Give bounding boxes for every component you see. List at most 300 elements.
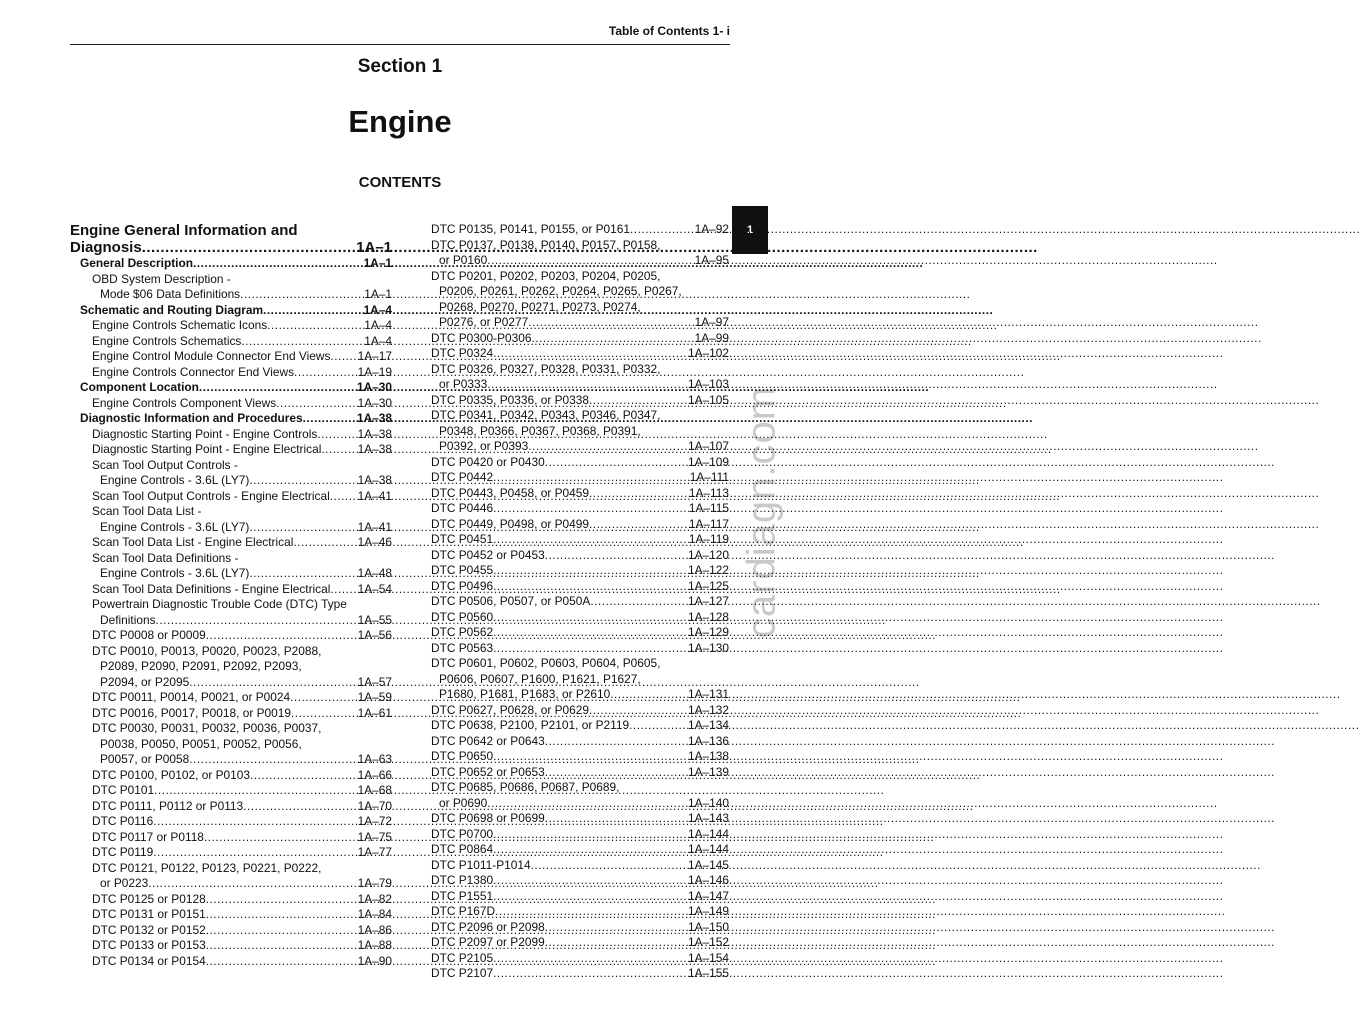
dot-leader	[267, 318, 360, 334]
toc-entry-title: Scan Tool Data Definitions -	[92, 550, 239, 565]
toc-entry[interactable]	[70, 396, 392, 412]
toc-entry-title: DTC P0650	[431, 749, 494, 763]
toc-entry-page: 1A–46	[357, 535, 392, 549]
dot-leader	[610, 687, 684, 703]
toc-entry[interactable]	[70, 520, 392, 536]
toc-entry[interactable]	[431, 315, 729, 331]
toc-entry[interactable]	[70, 597, 392, 613]
dot-leader	[589, 486, 685, 502]
toc-entry[interactable]	[431, 393, 729, 409]
toc-entry-title: DTC P0125 or P0128	[92, 891, 206, 906]
toc-left-column	[70, 222, 392, 969]
section-tab-number: 1	[746, 224, 754, 236]
toc-entry[interactable]	[70, 814, 392, 830]
toc-entry[interactable]	[70, 239, 392, 256]
dot-leader	[249, 473, 353, 489]
dot-leader	[330, 489, 354, 505]
toc-entry-page: 1A–129	[688, 625, 729, 639]
toc-entry-page: 1A–115	[688, 501, 729, 515]
dot-leader	[589, 393, 684, 409]
toc-entry-title: Diagnostic Starting Point - Engine Electrical	[92, 442, 322, 456]
dot-leader	[493, 625, 684, 641]
toc-entry-title: P0038, P0050, P0051, P0052, P0056,	[100, 736, 302, 751]
toc-entry-title: DTC P0455	[431, 563, 494, 577]
dot-leader	[493, 749, 684, 765]
toc-entry[interactable]	[70, 349, 392, 365]
toc-entry-title: DTC P0563	[431, 640, 494, 655]
dot-leader	[148, 876, 353, 892]
dot-leader	[545, 548, 684, 564]
toc-entry-title: DTC P0116	[92, 814, 154, 828]
toc-entry[interactable]	[70, 566, 392, 582]
dot-leader	[142, 239, 352, 256]
toc-entry-page: 1A–145	[688, 857, 729, 872]
toc-entry-page: 1A–130	[688, 640, 729, 655]
dot-leader	[243, 799, 353, 815]
toc-entry-title: Mode $06 Data Definitions	[100, 287, 241, 301]
dot-leader	[206, 923, 354, 939]
toc-entry[interactable]	[431, 765, 729, 781]
toc-entry[interactable]	[431, 718, 729, 734]
dot-leader	[629, 718, 684, 734]
toc-entry-page: 1A–61	[357, 705, 392, 720]
dot-leader	[493, 827, 684, 843]
toc-entry-page: 1A–19	[357, 364, 392, 379]
toc-entry-page: 1A–1	[356, 239, 392, 256]
toc-entry-page: 1A–30	[356, 380, 392, 394]
toc-entry-title: DTC P0300-P0306	[431, 330, 532, 345]
toc-entry-page: 1A–66	[357, 767, 392, 782]
dot-leader	[249, 566, 353, 582]
toc-entry[interactable]	[431, 672, 729, 688]
toc-right-column	[431, 222, 729, 982]
toc-entry-title: Powertrain Diagnostic Trouble Code (DTC) Type	[92, 597, 347, 611]
toc-entry[interactable]	[431, 703, 729, 719]
toc-entry-page: 1A–140	[688, 795, 729, 810]
dot-leader	[189, 675, 353, 691]
toc-entry-title: Engine Control Module Connector End Views	[92, 349, 331, 363]
toc-entry[interactable]	[70, 380, 392, 396]
toc-entry-title: DTC P0698 or P0699	[431, 811, 545, 825]
dot-leader	[493, 873, 684, 889]
toc-entry[interactable]	[70, 442, 392, 458]
dot-leader	[493, 966, 684, 982]
toc-entry-page: 1A–97	[694, 315, 729, 329]
toc-entry[interactable]	[431, 594, 729, 610]
toc-entry-page: 1A–41	[357, 488, 392, 503]
toc-entry-page: 1A–107	[688, 439, 729, 453]
toc-entry-title: DTC P0135, P0141, P0155, or P0161	[431, 222, 630, 236]
dot-leader	[545, 935, 684, 951]
toc-entry[interactable]	[70, 768, 392, 784]
toc-entry-title: Scan Tool Output Controls -	[92, 457, 238, 472]
dot-leader	[153, 814, 353, 830]
dot-leader	[153, 845, 353, 861]
toc-entry[interactable]	[431, 486, 729, 502]
toc-entry[interactable]	[70, 737, 392, 753]
toc-entry-title: Diagnosis	[70, 239, 142, 256]
toc-entry-title: DTC P0601, P0602, P0603, P0604, P0605,	[431, 656, 661, 670]
toc-entry-title: DTC P0132 or P0152	[92, 922, 206, 937]
toc-entry-page: 1A–79	[357, 876, 392, 890]
toc-entry-title: DTC P0011, P0014, P0021, or P0024	[92, 690, 291, 704]
toc-entry[interactable]	[70, 287, 392, 303]
toc-entry[interactable]	[431, 532, 729, 548]
dot-leader	[531, 331, 690, 347]
toc-entry-title: DTC P0443, P0458, or P0459	[431, 485, 589, 500]
toc-entry-title: DTC P0324	[431, 346, 494, 360]
toc-entry-title: DTC P0442	[431, 470, 494, 484]
toc-entry-title: DTC P0016, P0017, P0018, or P0019	[92, 705, 291, 720]
toc-entry-title: Scan Tool Data List - Engine Electrical	[92, 535, 294, 549]
toc-entry-page: 1A–152	[688, 935, 729, 949]
dot-leader	[189, 752, 353, 768]
toc-entry-page: 1A–57	[357, 674, 392, 689]
toc-entry[interactable]	[431, 470, 729, 486]
part-title: Engine	[348, 104, 452, 139]
toc-entry[interactable]	[431, 455, 729, 471]
toc-entry[interactable]	[431, 811, 729, 827]
toc-entry-title: or P0333	[439, 377, 488, 391]
dot-leader	[545, 811, 684, 827]
toc-entry[interactable]	[70, 222, 392, 239]
toc-entry-title: DTC P0326, P0327, P0328, P0331, P0332,	[431, 361, 661, 376]
toc-entry-title: Scan Tool Output Controls - Engine Electrical	[92, 488, 330, 503]
dot-leader	[493, 346, 684, 362]
toc-entry[interactable]	[70, 551, 392, 567]
toc-entry-page: 1A–63	[357, 752, 392, 766]
toc-entry[interactable]	[431, 889, 729, 905]
toc-entry[interactable]	[70, 458, 392, 474]
dot-leader	[545, 734, 684, 750]
toc-entry[interactable]	[70, 504, 392, 520]
toc-entry-title: DTC P2096 or P2098	[431, 919, 545, 934]
toc-entry-title: DTC P0008 or P0009	[92, 628, 206, 642]
toc-entry[interactable]	[70, 659, 392, 675]
toc-entry-page: 1A–139	[688, 764, 729, 779]
dot-leader	[240, 287, 360, 303]
toc-entry[interactable]	[431, 424, 729, 440]
toc-entry[interactable]	[431, 780, 729, 796]
toc-entry[interactable]	[431, 269, 729, 285]
toc-entry[interactable]	[431, 951, 729, 967]
toc-entry[interactable]	[431, 439, 729, 455]
toc-entry-title: DTC P0121, P0122, P0123, P0221, P0222,	[92, 860, 322, 875]
toc-entry-title: Engine Controls Schematics	[92, 333, 242, 348]
toc-entry-title: Engine Controls - 3.6L (LY7)	[100, 473, 250, 487]
toc-entry-page: 1A–41	[357, 519, 392, 534]
toc-entry-title: DTC P0119	[92, 845, 154, 859]
toc-entry-page: 1A–17	[357, 349, 392, 363]
dot-leader	[487, 796, 684, 812]
toc-entry[interactable]	[431, 687, 729, 703]
toc-entry-title: Engine Controls Component Views	[92, 395, 277, 410]
dot-leader	[493, 563, 684, 579]
dot-leader	[487, 253, 690, 269]
toc-entry-page: 1A–1	[363, 256, 392, 270]
dot-leader	[241, 334, 360, 350]
toc-entry-page: 1A–113	[688, 485, 729, 500]
toc-entry[interactable]	[70, 721, 392, 737]
toc-entry[interactable]	[70, 318, 392, 334]
toc-entry-page: 1A–117	[688, 516, 729, 531]
dot-leader	[276, 396, 353, 412]
dot-leader	[263, 303, 360, 319]
toc-entry[interactable]	[431, 253, 729, 269]
toc-entry-page: 1A–103	[688, 377, 729, 391]
dot-leader	[528, 439, 684, 455]
toc-entry[interactable]	[431, 858, 729, 874]
toc-entry[interactable]	[70, 427, 392, 443]
toc-entry-page: 1A–48	[357, 566, 392, 580]
toc-entry[interactable]	[70, 628, 392, 644]
toc-entry[interactable]	[431, 641, 729, 657]
toc-entry[interactable]	[70, 799, 392, 815]
toc-entry[interactable]	[431, 656, 729, 672]
toc-entry[interactable]	[70, 923, 392, 939]
dot-leader	[493, 579, 684, 595]
toc-entry-title: Engine Controls - 3.6L (LY7)	[100, 519, 250, 534]
toc-entry-title: P0057, or P0058	[100, 752, 190, 766]
toc-entry-page: 1A–143	[688, 811, 729, 825]
dot-leader	[294, 365, 354, 381]
toc-entry[interactable]	[431, 920, 729, 936]
dot-leader	[249, 520, 353, 536]
toc-entry[interactable]	[431, 610, 729, 626]
toc-entry-page: 1A–38	[356, 411, 392, 425]
toc-entry-title: DTC P0101	[92, 783, 155, 797]
dot-leader	[493, 889, 684, 905]
toc-entry-page: 1A–56	[357, 628, 392, 642]
toc-entry-title: DTC P0131 or P0151	[92, 907, 206, 921]
toc-entry[interactable]	[431, 796, 729, 812]
toc-entry[interactable]	[70, 473, 392, 489]
toc-entry[interactable]	[431, 966, 729, 982]
toc-entry-title: Engine Controls Connector End Views	[92, 364, 295, 379]
running-head: Table of Contents 1- i	[608, 24, 730, 38]
toc-entry[interactable]	[70, 706, 392, 722]
toc-entry-page: 1A–77	[357, 845, 392, 859]
toc-entry-page: 1A–127	[688, 594, 729, 608]
toc-entry-title: Engine Controls - 3.6L (LY7)	[100, 566, 250, 580]
toc-entry-title: DTC P0506, P0507, or P050A	[431, 594, 591, 608]
toc-entry-page: 1A–4	[364, 318, 392, 332]
toc-entry-page: 1A–131	[688, 687, 729, 701]
toc-entry[interactable]	[70, 845, 392, 861]
toc-entry-title: DTC P1551	[431, 888, 494, 903]
toc-entry-title: OBD System Description -	[92, 271, 231, 286]
toc-entry-title: Diagnostic Starting Point - Engine Controls	[92, 426, 318, 441]
toc-entry[interactable]	[70, 582, 392, 598]
dot-leader	[493, 641, 684, 657]
toc-entry-title: DTC P0627, P0628, or P0629	[431, 702, 589, 717]
toc-entry-title: DTC P0452 or P0453	[431, 547, 545, 562]
toc-entry-page: 1A–1	[364, 287, 392, 301]
toc-entry-title: P1680, P1681, P1683, or P2610	[439, 687, 611, 701]
toc-entry[interactable]	[431, 827, 729, 843]
dot-leader	[493, 470, 686, 486]
toc-entry-page: 1A–59	[357, 690, 392, 704]
toc-entry[interactable]	[431, 238, 729, 254]
toc-entry-title: P2094, or P2095	[100, 674, 190, 689]
toc-entry-page: 1A–70	[357, 798, 392, 813]
toc-entry-title: DTC P0117 or P0118	[92, 829, 204, 844]
toc-entry-title: DTC P0562	[431, 625, 494, 639]
toc-entry-page: 1A–109	[688, 454, 729, 469]
toc-entry[interactable]	[70, 892, 392, 908]
dot-leader	[206, 938, 354, 954]
toc-entry[interactable]	[70, 690, 392, 706]
toc-entry[interactable]	[70, 489, 392, 505]
toc-entry[interactable]	[70, 907, 392, 923]
toc-entry-page: 1A–144	[688, 826, 729, 841]
toc-entry-page: 1A–30	[357, 395, 392, 410]
dot-leader	[330, 582, 353, 598]
toc-entry[interactable]	[70, 675, 392, 691]
toc-entry[interactable]	[431, 346, 729, 362]
dot-leader	[545, 765, 684, 781]
dot-leader	[528, 315, 690, 331]
dot-leader	[493, 842, 684, 858]
toc-entry-title: DTC P0111, P0112 or P0113	[92, 798, 244, 813]
toc-entry[interactable]	[431, 548, 729, 564]
toc-entry[interactable]	[431, 284, 729, 300]
dot-leader	[317, 427, 353, 443]
toc-entry-title: DTC P0201, P0202, P0203, P0204, P0205,	[431, 268, 661, 283]
dot-leader	[204, 830, 354, 846]
toc-entry[interactable]	[431, 517, 729, 533]
toc-entry[interactable]	[70, 830, 392, 846]
toc-entry-title: DTC P0685, P0686, P0687, P0689,	[431, 780, 620, 794]
toc-entry[interactable]	[431, 749, 729, 765]
toc-entry[interactable]	[70, 365, 392, 381]
toc-entry-title: Diagnostic Information and Procedures	[80, 411, 303, 425]
toc-entry-title: P0348, P0366, P0367, P0368, P0391,	[439, 423, 641, 438]
toc-entry-page: 1A–38	[357, 426, 392, 441]
toc-entry-page: 1A–144	[688, 842, 729, 856]
dot-leader	[545, 455, 684, 471]
toc-entry-page: 1A–75	[357, 829, 392, 844]
dot-leader	[206, 628, 354, 644]
toc-entry[interactable]	[70, 411, 392, 427]
dot-leader	[487, 377, 684, 393]
toc-entry-page: 1A–86	[357, 922, 392, 937]
toc-entry-page: 1A–102	[688, 346, 729, 360]
toc-entry-page: 1A–4	[363, 302, 392, 317]
toc-entry-title: P0276, or P0277	[439, 315, 529, 329]
toc-entry[interactable]	[70, 954, 392, 970]
toc-entry-title: DTC P0030, P0031, P0032, P0036, P0037,	[92, 721, 322, 735]
toc-entry[interactable]	[70, 876, 392, 892]
toc-entry-page: 1A–88	[357, 938, 392, 952]
toc-entry-title: DTC P2105	[431, 950, 494, 965]
toc-entry-page: 1A–146	[688, 873, 729, 887]
toc-entry-title: DTC P1011-P1014	[431, 857, 531, 872]
dot-leader	[250, 768, 354, 784]
toc-entry-page: 1A–149	[688, 904, 729, 918]
toc-entry-title: Engine Controls Schematic Icons	[92, 318, 268, 332]
toc-entry[interactable]	[70, 334, 392, 350]
toc-entry-page: 1A–138	[688, 749, 729, 763]
toc-entry-title: DTC P0449, P0498, or P0499	[431, 516, 589, 531]
toc-entry[interactable]	[70, 535, 392, 551]
dot-leader	[493, 532, 685, 548]
dot-leader	[589, 517, 685, 533]
toc-entry-page: 1A–147	[688, 888, 729, 903]
toc-entry-title: DTC P0420 or P0430	[431, 454, 545, 469]
toc-entry[interactable]	[431, 935, 729, 951]
toc-entry[interactable]	[431, 904, 729, 920]
toc-entry[interactable]	[70, 256, 392, 272]
toc-entry-page: 1A–55	[357, 612, 392, 627]
toc-entry-title: Engine General Information and	[70, 222, 298, 239]
toc-entry[interactable]	[70, 861, 392, 877]
toc-entry-page: 1A–4	[364, 333, 392, 348]
dot-leader	[493, 951, 684, 967]
toc-entry-title: DTC P0335, P0336, or P0338	[431, 392, 589, 407]
toc-entry-page: 1A–38	[357, 473, 392, 487]
toc-entry-title: Component Location	[80, 380, 199, 394]
toc-entry-title: DTC P0133 or P0153	[92, 938, 206, 952]
dot-leader	[193, 256, 360, 272]
toc-entry[interactable]	[70, 303, 392, 319]
toc-entry[interactable]	[70, 783, 392, 799]
toc-entry-title: DTC P0560	[431, 609, 494, 624]
toc-entry[interactable]	[431, 563, 729, 579]
toc-entry-page: 1A–105	[688, 392, 729, 407]
dot-leader	[545, 920, 684, 936]
toc-entry[interactable]	[431, 300, 729, 316]
toc-entry[interactable]	[431, 734, 729, 750]
toc-entry[interactable]	[431, 331, 729, 347]
toc-entry[interactable]	[431, 873, 729, 889]
header-rule	[70, 44, 730, 45]
dot-leader	[290, 690, 354, 706]
toc-entry-title: Scan Tool Data Definitions - Engine Electrical	[92, 581, 331, 596]
toc-entry-page: 1A–154	[688, 950, 729, 965]
dot-leader	[206, 954, 354, 970]
toc-entry-page: 1A–82	[357, 891, 392, 906]
toc-entry-title: DTC P0864	[431, 842, 494, 856]
toc-entry-title: DTC P0134 or P0154	[92, 953, 206, 968]
toc-entry[interactable]	[70, 613, 392, 629]
dot-leader	[330, 349, 353, 365]
dot-leader	[199, 380, 353, 396]
dot-leader	[303, 411, 353, 427]
toc-entry-title: DTC P2097 or P2099	[431, 935, 545, 949]
toc-entry-title: DTC P2107	[431, 966, 494, 980]
toc-entry[interactable]	[431, 362, 729, 378]
toc-entry[interactable]	[431, 377, 729, 393]
toc-entry[interactable]	[431, 501, 729, 517]
toc-entry[interactable]	[70, 644, 392, 660]
toc-entry[interactable]	[70, 752, 392, 768]
toc-entry-page: 1A–134	[688, 718, 729, 732]
toc-entry[interactable]	[70, 272, 392, 288]
toc-entry[interactable]	[431, 625, 729, 641]
toc-entry-page: 1A–84	[357, 907, 392, 921]
dot-leader	[291, 706, 354, 722]
toc-entry[interactable]	[70, 938, 392, 954]
toc-entry-title: P2089, P2090, P2091, P2092, P2093,	[100, 659, 302, 673]
dot-leader	[495, 904, 684, 920]
toc-entry[interactable]	[431, 842, 729, 858]
dot-leader	[156, 613, 354, 629]
toc-entry[interactable]	[431, 222, 729, 238]
toc-entry[interactable]	[431, 579, 729, 595]
toc-entry[interactable]	[431, 408, 729, 424]
toc-entry-title: DTC P0638, P2100, P2101, or P2119	[431, 718, 630, 732]
